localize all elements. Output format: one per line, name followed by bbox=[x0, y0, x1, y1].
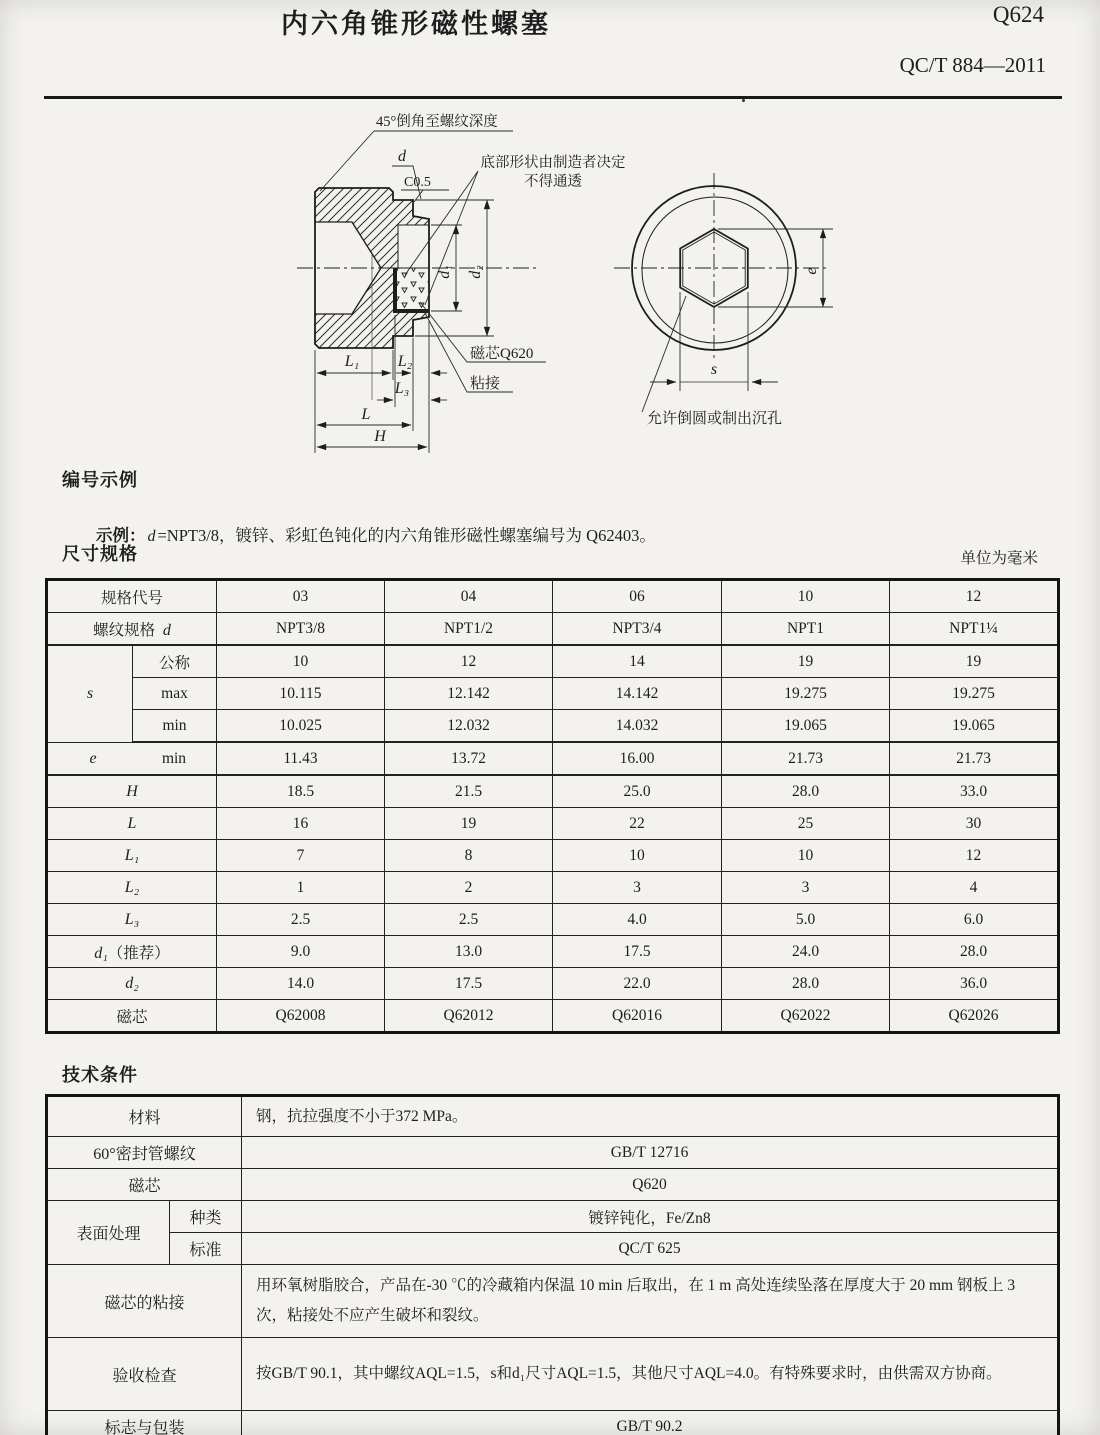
value-inspection: 按GB/T 90.1，其中螺纹AQL=1.5，s和d₁尺寸AQL=1.5，其他尺寸AQL=4.0。有特殊要求时，由供需双方协商。 bbox=[242, 1338, 1059, 1411]
fillet-note-label: 允许倒圆或制出沉孔 bbox=[647, 411, 783, 427]
spec-cell: 16 bbox=[217, 808, 385, 840]
header-rule bbox=[44, 96, 1062, 99]
spec-cell: 12.142 bbox=[385, 678, 553, 710]
tech-section-heading: 技术条件 bbox=[62, 1065, 138, 1085]
row-label-bonding: 磁芯的粘接 bbox=[47, 1265, 242, 1338]
table-row bbox=[47, 936, 1059, 968]
spec-cell: NPT3/4 bbox=[553, 613, 722, 646]
row-label-core: 磁芯 bbox=[47, 1000, 217, 1033]
table-row bbox=[47, 1411, 1059, 1435]
d1-dim-label: d₁ bbox=[436, 265, 453, 279]
section-view bbox=[297, 188, 540, 400]
row-label-thread: 螺纹规格 d bbox=[47, 613, 217, 646]
spec-cell: NPT1 bbox=[722, 613, 890, 646]
spec-cell: Q62026 bbox=[890, 1000, 1059, 1033]
tech-conditions-table bbox=[45, 1094, 1060, 1435]
technical-drawing bbox=[0, 100, 1100, 462]
table-row bbox=[47, 710, 1059, 743]
numbering-example-text bbox=[96, 522, 656, 546]
spec-cell: NPT3/8 bbox=[217, 613, 385, 646]
row-symbol-s: s bbox=[47, 645, 133, 742]
spec-cell: 3 bbox=[722, 872, 890, 904]
row-label-sealthread: 60°密封管螺纹 bbox=[47, 1137, 242, 1169]
bottom-note-line1: 底部形状由制造者决定 bbox=[480, 155, 626, 171]
table-row bbox=[47, 1201, 1059, 1233]
value-surface-type: 镀锌钝化，Fe/Zn8 bbox=[242, 1201, 1059, 1233]
spec-cell: NPT1¼ bbox=[890, 613, 1059, 646]
table-row bbox=[47, 1338, 1059, 1411]
spec-cell: 19.065 bbox=[722, 710, 890, 743]
spec-cell: 4 bbox=[890, 872, 1059, 904]
spec-cell: 2 bbox=[385, 872, 553, 904]
sub-label: max bbox=[133, 678, 217, 710]
row-symbol-L3: L₃ bbox=[47, 904, 217, 936]
table-row bbox=[47, 904, 1059, 936]
table-row bbox=[47, 840, 1059, 872]
example-label: 示例： bbox=[96, 526, 146, 545]
sub-label: min bbox=[133, 710, 217, 743]
value-surface-standard: QC/T 625 bbox=[242, 1233, 1059, 1265]
spec-cell: 10 bbox=[553, 840, 722, 872]
table-row bbox=[47, 1233, 1059, 1265]
row-symbol-d2: d₂ bbox=[47, 968, 217, 1000]
value-sealthread: GB/T 12716 bbox=[242, 1137, 1059, 1169]
spec-cell: 12.032 bbox=[385, 710, 553, 743]
spec-cell: 10 bbox=[217, 645, 385, 678]
spec-cell: 2.5 bbox=[385, 904, 553, 936]
row-symbol-d1: d₁（推荐） bbox=[47, 936, 217, 968]
table-row bbox=[47, 872, 1059, 904]
table-row bbox=[47, 678, 1059, 710]
spec-cell: 22.0 bbox=[553, 968, 722, 1000]
value-bonding: 用环氧树脂胶合，产品在-30 ℃的冷藏箱内保温 10 min 后取出，在 1 m 高处连续坠落在厚度大于 20 mm 钢板上 3 次，粘接处不应产生破坏和裂纹。 bbox=[242, 1265, 1059, 1338]
spec-cell: 25.0 bbox=[553, 775, 722, 808]
spec-cell: 21.5 bbox=[385, 775, 553, 808]
doc-code: Q624 bbox=[992, 2, 1044, 27]
row-label-code: 规格代号 bbox=[47, 580, 217, 613]
L1-dim-label: L₁ bbox=[344, 353, 360, 370]
spec-cell: 04 bbox=[385, 580, 553, 613]
spec-cell: 33.0 bbox=[890, 775, 1059, 808]
spec-cell: 24.0 bbox=[722, 936, 890, 968]
spec-cell: 16.00 bbox=[553, 742, 722, 775]
end-view bbox=[614, 173, 828, 360]
table-row bbox=[47, 1137, 1059, 1169]
table-row bbox=[47, 580, 1059, 613]
L2-dim-label: L₂ bbox=[397, 353, 413, 370]
spec-cell: Q62016 bbox=[553, 1000, 722, 1033]
spec-cell: 6.0 bbox=[890, 904, 1059, 936]
sub-label-standard: 标准 bbox=[170, 1233, 242, 1265]
d2-dim-label: d₂ bbox=[467, 265, 484, 279]
spec-cell: 17.5 bbox=[385, 968, 553, 1000]
spec-cell: 13.0 bbox=[385, 936, 553, 968]
spec-cell: 30 bbox=[890, 808, 1059, 840]
example-d-symbol: d bbox=[147, 527, 156, 545]
spec-cell: 19.065 bbox=[890, 710, 1059, 743]
spec-cell: 14 bbox=[553, 645, 722, 678]
value-core: Q620 bbox=[242, 1169, 1059, 1201]
spec-cell: Q62022 bbox=[722, 1000, 890, 1033]
unit-note: 单位为毫米 bbox=[960, 550, 1038, 567]
L-dim-label: L bbox=[361, 406, 371, 423]
table-row bbox=[47, 1000, 1059, 1033]
spec-cell: 7 bbox=[217, 840, 385, 872]
value-material: 钢，抗拉强度不小于372 MPa。 bbox=[242, 1096, 1059, 1137]
spec-cell: 19 bbox=[722, 645, 890, 678]
table-row bbox=[47, 1169, 1059, 1201]
spec-cell: 11.43 bbox=[217, 742, 385, 775]
spec-cell: Q62012 bbox=[385, 1000, 553, 1033]
spec-cell: 2.5 bbox=[217, 904, 385, 936]
row-label-material: 材料 bbox=[47, 1096, 242, 1137]
spec-cell: 13.72 bbox=[385, 742, 553, 775]
table-row bbox=[47, 645, 1059, 678]
example-body: =NPT3/8，镀锌、彩虹色钝化的内六角锥形磁性螺塞编号为 Q62403。 bbox=[157, 525, 656, 545]
spec-cell: 28.0 bbox=[722, 968, 890, 1000]
s-dim-label: s bbox=[710, 361, 718, 378]
H-dim-label: H bbox=[374, 428, 386, 445]
c05-label: C0.5 bbox=[404, 175, 431, 190]
spec-cell: 03 bbox=[217, 580, 385, 613]
chamfer-note-label: 45°倒角至螺纹深度 bbox=[376, 114, 498, 130]
spec-cell: 8 bbox=[385, 840, 553, 872]
spec-cell: 12 bbox=[890, 580, 1059, 613]
core-note-label: 磁芯Q620 bbox=[470, 346, 534, 362]
bond-note-label: 粘接 bbox=[470, 376, 501, 392]
spec-cell: 22 bbox=[553, 808, 722, 840]
spec-cell: 14.0 bbox=[217, 968, 385, 1000]
page-title: 内六角锥形磁性螺塞 bbox=[281, 9, 551, 39]
e-dim-label: e bbox=[803, 267, 820, 275]
table-row bbox=[47, 742, 1059, 775]
table-row bbox=[47, 968, 1059, 1000]
spec-cell: 17.5 bbox=[553, 936, 722, 968]
spec-cell: 25 bbox=[722, 808, 890, 840]
bottom-note-line2: 不得通透 bbox=[524, 174, 582, 190]
spec-cell: 28.0 bbox=[890, 936, 1059, 968]
row-symbol-L2: L₂ bbox=[47, 872, 217, 904]
table-row bbox=[47, 1265, 1059, 1338]
spec-cell: 19.275 bbox=[722, 678, 890, 710]
d-label: d bbox=[398, 148, 406, 165]
spec-cell: 19.275 bbox=[890, 678, 1059, 710]
standard-number: QC/T 884—2011 bbox=[899, 53, 1046, 77]
end-view-annotations bbox=[642, 229, 833, 412]
spec-cell: 06 bbox=[553, 580, 722, 613]
spec-cell: 5.0 bbox=[722, 904, 890, 936]
spec-cell: 10.025 bbox=[217, 710, 385, 743]
L3-dim-label: L₃ bbox=[394, 380, 410, 397]
sub-label: 公称 bbox=[133, 645, 217, 678]
spec-cell: 21.73 bbox=[722, 742, 890, 775]
table-row bbox=[47, 613, 1059, 646]
row-label-surface: 表面处理 bbox=[47, 1201, 170, 1265]
row-label-inspection: 验收检查 bbox=[47, 1338, 242, 1411]
spec-cell: 21.73 bbox=[890, 742, 1059, 775]
spec-cell: 12 bbox=[890, 840, 1059, 872]
spec-cell: 19 bbox=[385, 808, 553, 840]
value-marking: GB/T 90.2 bbox=[242, 1411, 1059, 1435]
spec-cell: 14.142 bbox=[553, 678, 722, 710]
spec-cell: 10 bbox=[722, 840, 890, 872]
spec-cell: 4.0 bbox=[553, 904, 722, 936]
spec-cell: 14.032 bbox=[553, 710, 722, 743]
row-symbol-H: H bbox=[47, 775, 217, 808]
magnet-core bbox=[395, 268, 429, 311]
core-recess-lines bbox=[398, 225, 429, 268]
size-section-heading: 尺寸规格 bbox=[62, 544, 138, 564]
numbering-section-heading: 编号示例 bbox=[62, 470, 138, 490]
spec-cell: 12 bbox=[385, 645, 553, 678]
spec-cell: 10 bbox=[722, 580, 890, 613]
spec-cell: Q62008 bbox=[217, 1000, 385, 1033]
spec-cell: 19 bbox=[890, 645, 1059, 678]
row-symbol-L1: L₁ bbox=[47, 840, 217, 872]
table-row bbox=[47, 808, 1059, 840]
size-spec-table bbox=[45, 578, 1060, 1034]
spec-cell: 28.0 bbox=[722, 775, 890, 808]
sub-label-type: 种类 bbox=[170, 1201, 242, 1233]
row-label-core: 磁芯 bbox=[47, 1169, 242, 1201]
spec-cell: 1 bbox=[217, 872, 385, 904]
table-row bbox=[47, 775, 1059, 808]
row-symbol-e: e min bbox=[47, 742, 217, 775]
spec-cell: 3 bbox=[553, 872, 722, 904]
spec-cell: 9.0 bbox=[217, 936, 385, 968]
spec-cell: 18.5 bbox=[217, 775, 385, 808]
table-row bbox=[47, 1096, 1059, 1137]
spec-cell: NPT1/2 bbox=[385, 613, 553, 646]
row-label-marking: 标志与包装 bbox=[47, 1411, 242, 1435]
spec-cell: 10.115 bbox=[217, 678, 385, 710]
row-symbol-L: L bbox=[47, 808, 217, 840]
spec-cell: 36.0 bbox=[890, 968, 1059, 1000]
